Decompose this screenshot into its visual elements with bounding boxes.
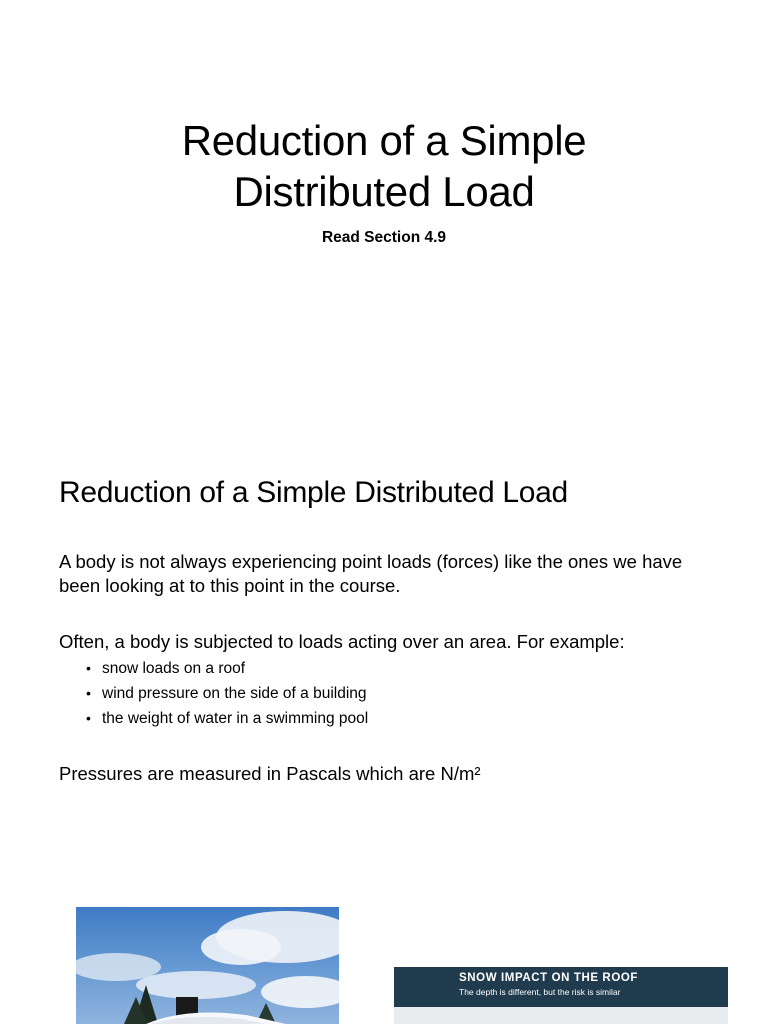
bullet-marker: • (86, 710, 91, 726)
content-slide-heading: Reduction of a Simple Distributed Load (59, 476, 568, 509)
bullet-item (86, 656, 368, 681)
bullet-marker: • (86, 685, 91, 701)
example-bullet-list (86, 656, 368, 731)
bullet-text: snow loads on a roof (102, 660, 246, 677)
bullet-text: wind pressure on the side of a building (102, 685, 367, 702)
slide-subtitle: Read Section 4.9 (321, 229, 447, 246)
intro-paragraph: A body is not always experiencing point loads (forces) like the ones we have been looking at to this point in the course. (59, 551, 683, 596)
bullet-marker: • (86, 660, 91, 676)
snow-roof-photo (76, 907, 339, 1024)
snow-impact-infographic (394, 967, 728, 1024)
title-slide-heading (100, 115, 668, 217)
bullet-text: the weight of water in a swimming pool (102, 710, 369, 727)
title-line-2: Distributed Load (233, 168, 535, 215)
bullet-item (86, 706, 368, 731)
example-paragraph: Often, a body is subjected to loads acting over an area. For example: (59, 631, 625, 652)
snow-roof-illustration (76, 907, 339, 1024)
infographic-subtitle: The depth is different, but the risk is similar (459, 987, 621, 997)
infographic-title: SNOW IMPACT ON THE ROOF (459, 972, 639, 984)
bullet-item (86, 681, 368, 706)
pressure-paragraph: Pressures are measured in Pascals which are N/m² (59, 763, 481, 784)
title-line-1: Reduction of a Simple (181, 117, 587, 164)
